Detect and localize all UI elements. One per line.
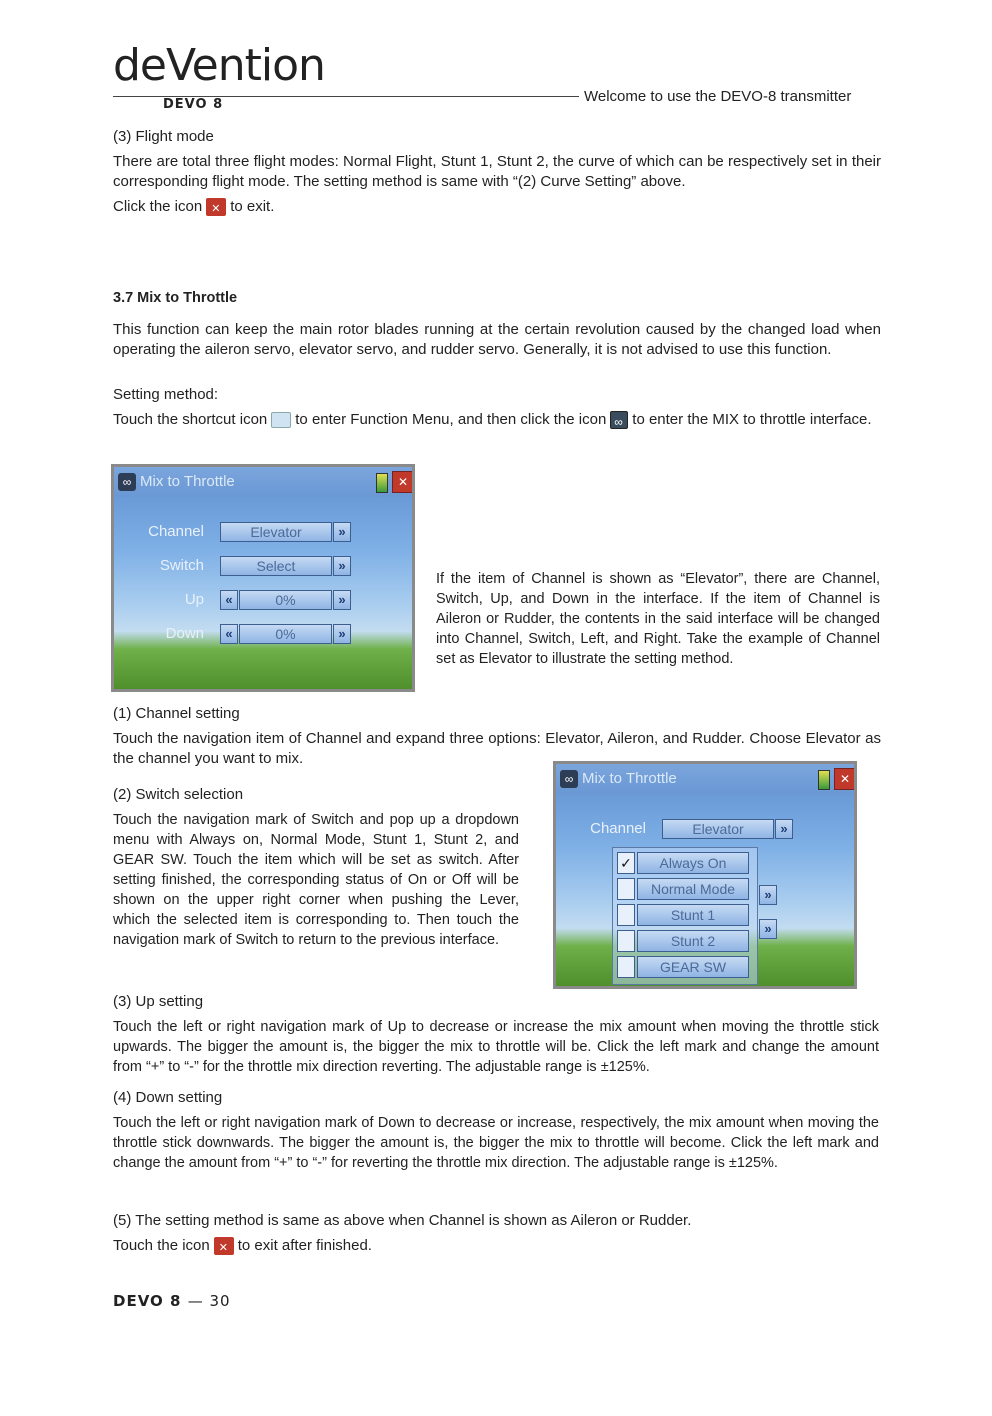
- up-next-arrow[interactable]: »: [759, 885, 777, 905]
- touch-post: to enter the MIX to throttle interface.: [632, 411, 872, 428]
- flight-mode-paragraph: There are total three flight modes: Normal Flight, Stunt 1, Stunt 2, the curve of which can be respectively set in their corresponding flight mode. The setting method is same with “(2) Curve Setting” above.: [113, 153, 881, 190]
- final-exit-post: to exit after finished.: [237, 1237, 372, 1254]
- down-setting-heading: (4) Down setting: [113, 1089, 223, 1106]
- down-next-arrow[interactable]: »: [333, 624, 351, 644]
- mix-throttle-screen: [111, 464, 415, 692]
- down-value: 0%: [239, 624, 332, 644]
- screen-title: Mix to Throttle: [582, 770, 677, 787]
- footer-model: DEVO 8: [113, 1292, 182, 1310]
- final-exit-line: [113, 1236, 883, 1256]
- side-note: If the item of Channel is shown as “Elevator”, there are Channel, Switch, Up, and Down in the interface. If the item of Channel is Aileron or Rudder, the contents in the said interface will be changed into Channel, Switch, Left, and Right. Take the example of Channel set as Elevator to illustrate the setting method.: [436, 571, 880, 667]
- section-title: 3.7 Mix to Throttle: [113, 290, 238, 306]
- switch-next-arrow[interactable]: »: [333, 556, 351, 576]
- page-number: — 30: [187, 1292, 231, 1310]
- option-label: Stunt 1: [637, 904, 749, 926]
- channel-setting-paragraph: Touch the navigation item of Channel and expand three options: Elevator, Aileron, and Rudder. Choose Elevator as the channel you want to mix.: [113, 730, 881, 767]
- checkbox-icon: [617, 878, 635, 900]
- channel-label: Channel: [590, 820, 646, 837]
- down-setting-paragraph: Touch the left or right navigation mark of Down to decrease or increase, respectively, the mix amount when moving the throttle stick downwards. The bigger the amount is, the bigger the mix to throttle will become. Click the left mark and change the amount from “+” to “-” for reverting the throttle mix direction. The adjustable range is ±125%.: [113, 1115, 879, 1171]
- header-divider: [113, 96, 579, 97]
- exit-icon[interactable]: ✕: [834, 768, 856, 790]
- down-prev-arrow[interactable]: «: [220, 624, 238, 644]
- header-caption: Welcome to use the DEVO-8 transmitter: [584, 88, 852, 105]
- up-next-arrow[interactable]: »: [333, 590, 351, 610]
- battery-icon: [818, 770, 830, 790]
- brand-logo: deVention: [113, 40, 325, 91]
- up-label: Up: [184, 591, 204, 608]
- final-paragraph: (5) The setting method is same as above when Channel is shown as Aileron or Rudder.: [113, 1212, 692, 1229]
- channel-field[interactable]: Elevator: [662, 819, 774, 839]
- shortcut-icon: [271, 412, 291, 428]
- flight-mode-exit-line: [113, 197, 883, 217]
- checkmark-icon: ✓: [617, 852, 635, 874]
- battery-icon: [376, 473, 388, 493]
- channel-label: Channel: [148, 523, 204, 540]
- switch-selection-heading: (2) Switch selection: [113, 786, 244, 803]
- section-intro: This function can keep the main rotor blades running at the certain revolution caused by the changed load when operating the aileron servo, elevator servo, and rudder servo. Generally, it is not advised to use this function.: [113, 321, 881, 358]
- screen-titlebar: [556, 764, 854, 794]
- channel-field[interactable]: Elevator: [220, 522, 332, 542]
- down-label: Down: [165, 625, 204, 642]
- channel-next-arrow[interactable]: »: [333, 522, 351, 542]
- up-prev-arrow[interactable]: «: [220, 590, 238, 610]
- screen-title: Mix to Throttle: [140, 473, 235, 490]
- exit-icon[interactable]: ✕: [392, 471, 414, 493]
- channel-setting-heading: (1) Channel setting: [113, 705, 240, 722]
- screen-titlebar: [114, 467, 412, 497]
- switch-dropdown: [612, 847, 758, 985]
- up-setting-heading: (3) Up setting: [113, 993, 204, 1010]
- touch-pre: Touch the shortcut icon: [113, 411, 268, 428]
- mix-icon: ∞: [560, 770, 578, 788]
- brand-model: DEVO 8: [163, 97, 224, 112]
- checkbox-icon: [617, 930, 635, 952]
- setting-method-label: Setting method:: [113, 386, 219, 403]
- up-setting-paragraph: Touch the left or right navigation mark of Up to decrease or increase the mix amount when moving the throttle stick upwards. The bigger the amount is, the bigger the mix to throttle will be. Click the left mark and change the amount from “+” to “-” for the throttle mix direction reverting. The adjustable range is ±125%.: [113, 1019, 879, 1075]
- checkbox-icon: [617, 956, 635, 978]
- page-footer: [113, 1292, 231, 1310]
- exit-icon: [214, 1237, 234, 1255]
- option-label: Stunt 2: [637, 930, 749, 952]
- option-label: GEAR SW: [637, 956, 749, 978]
- mix-icon: [610, 411, 628, 429]
- option-label: Always On: [637, 852, 749, 874]
- mix-icon: ∞: [118, 473, 136, 491]
- exit-line-pre: Click the icon: [113, 198, 203, 215]
- checkbox-icon: [617, 904, 635, 926]
- final-exit-pre: Touch the icon: [113, 1237, 210, 1254]
- exit-icon: [206, 198, 226, 216]
- switch-selection-paragraph: Touch the navigation mark of Switch and pop up a dropdown menu with Always on, Normal Mode, Stunt 1, Stunt 2, and GEAR SW. Touch the item which will be set as switch. After setting finished, the corresponding status of On or Off will be shown on the upper right corner when pushing the Lever, which the selected item is corresponding to. Then touch the navigation mark of Switch to return to the previous interface.: [113, 812, 519, 948]
- channel-next-arrow[interactable]: »: [775, 819, 793, 839]
- exit-line-post: to exit.: [230, 198, 275, 215]
- touch-mid: to enter Function Menu, and then click the icon: [295, 411, 607, 428]
- switch-dropdown-screen: [553, 761, 857, 989]
- flight-mode-heading: (3) Flight mode: [113, 128, 214, 145]
- up-value: 0%: [239, 590, 332, 610]
- down-next-arrow[interactable]: »: [759, 919, 777, 939]
- switch-field[interactable]: Select: [220, 556, 332, 576]
- switch-label: Switch: [159, 557, 204, 574]
- touch-instructions: [113, 410, 881, 430]
- option-label: Normal Mode: [637, 878, 749, 900]
